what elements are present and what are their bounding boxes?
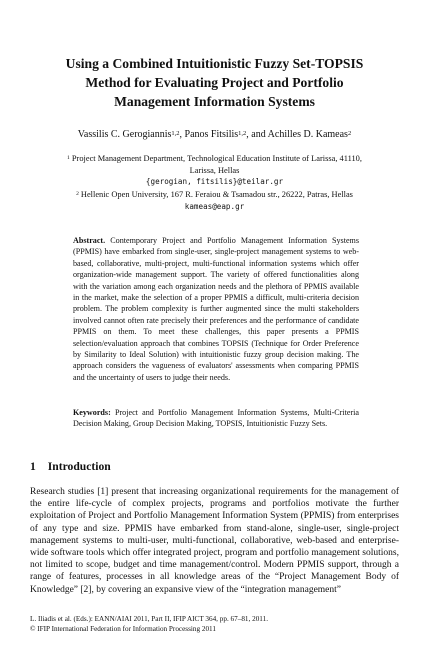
section-number: 1 bbox=[30, 460, 36, 473]
author-name: , Panos Fitsilis bbox=[179, 129, 239, 140]
author-affiliation-mark: 1,2 bbox=[238, 130, 247, 137]
abstract bbox=[73, 235, 359, 383]
author-name: Vassilis C. Gerogiannis bbox=[77, 129, 172, 140]
title-line: Using a Combined Intuitionistic Fuzzy Set-TOPSIS bbox=[65, 56, 364, 71]
affiliation-1 bbox=[30, 153, 399, 188]
section-title: Introduction bbox=[47, 460, 111, 473]
title-line: Method for Evaluating Project and Portfolio bbox=[85, 75, 344, 90]
affiliation-mark: 2 bbox=[76, 191, 79, 197]
keywords bbox=[73, 407, 359, 430]
body-paragraph: Research studies [1] present that increasing organizational requirements for the management of the entire life-cycle of complex projects, programs and portfolios motivate the further exploitation of Project and Portfolio Management Information System (PPMIS) from enterprises of any type and size. PPMIS have embarked from stand-alone, single-user, single-project management systems to multi-user, multi-functional, collaborative, web-based and enterprise-wide software tools which offer integrated project, program and portfolio management solutions, not limited to scope, budget and time management/control. Modern PPMIS support, through a range of features, processes in all knowledge areas of the “Project Management Body of Knowledge” [2], by covering an expansive view of the “integration management” bbox=[30, 487, 399, 595]
author-list bbox=[20, 128, 409, 141]
affiliation-text: Hellenic Open University, 167 R. Feraiou & Tsamadou str., 26222, Patras, Hellas bbox=[78, 190, 353, 199]
affiliation-mark: 1 bbox=[67, 155, 70, 161]
affiliation-text: Larissa, Hellas bbox=[189, 165, 240, 175]
abstract-text: Contemporary Project and Portfolio Management Information Systems (PPMIS) have embarked from single-user, single-project management systems to web-based, collaborative, multi-project, multi-functional information systems which offer organization-wide management support. The variety of offered functionalities along with the variation among each organization needs and the plethora of PPMIS available in the market, make the selection of a proper PPMIS a difficult, multi-criteria decision problem. The problem complexity is further augmented since the multi stakeholders involved cannot often rate precisely their preferences and the performance of candidate PPMIS on them. To meet these challenges, this paper presents a PPMIS selection/evaluation approach that combines TOPSIS (Technique for Order Preference by Similarity to Ideal Solution) with intuitionistic fuzzy group decision making. The approach considers the vagueness of evaluators' assessments when comparing PPMIS and the uncertainty of users to judge their needs. bbox=[73, 236, 359, 382]
author-name: , and Achilles D. Kameas bbox=[246, 129, 348, 140]
footer-line: © IFIP International Federation for Information Processing 2011 bbox=[30, 625, 216, 633]
footer-line: L. Iliadis et al. (Eds.): EANN/AIAI 2011, Part II, IFIP AICT 364, pp. 67–81, 2011. bbox=[30, 615, 269, 623]
affiliation-email: {gerogian, fitsilis}@teilar.gr bbox=[145, 177, 284, 187]
affiliation-email: kameas@eap.gr bbox=[184, 201, 245, 211]
abstract-label: Abstract. bbox=[73, 236, 106, 245]
section-heading bbox=[30, 460, 111, 473]
title-line: Management Information Systems bbox=[114, 94, 315, 109]
author-affiliation-mark: 2 bbox=[347, 130, 352, 137]
keywords-label: Keywords: bbox=[73, 408, 111, 417]
affiliation-2 bbox=[30, 189, 399, 212]
author-affiliation-mark: 1,2 bbox=[171, 130, 180, 137]
footer-citation bbox=[30, 614, 268, 634]
affiliation-text: Project Management Department, Technological Education Institute of Larissa, 41110, bbox=[69, 154, 362, 163]
keywords-text: Project and Portfolio Management Information Systems, Multi-Criteria Decision Making, Group Decision Making, TOPSIS, Intuitionistic Fuzzy Sets. bbox=[73, 408, 359, 429]
paper-title bbox=[40, 54, 389, 111]
